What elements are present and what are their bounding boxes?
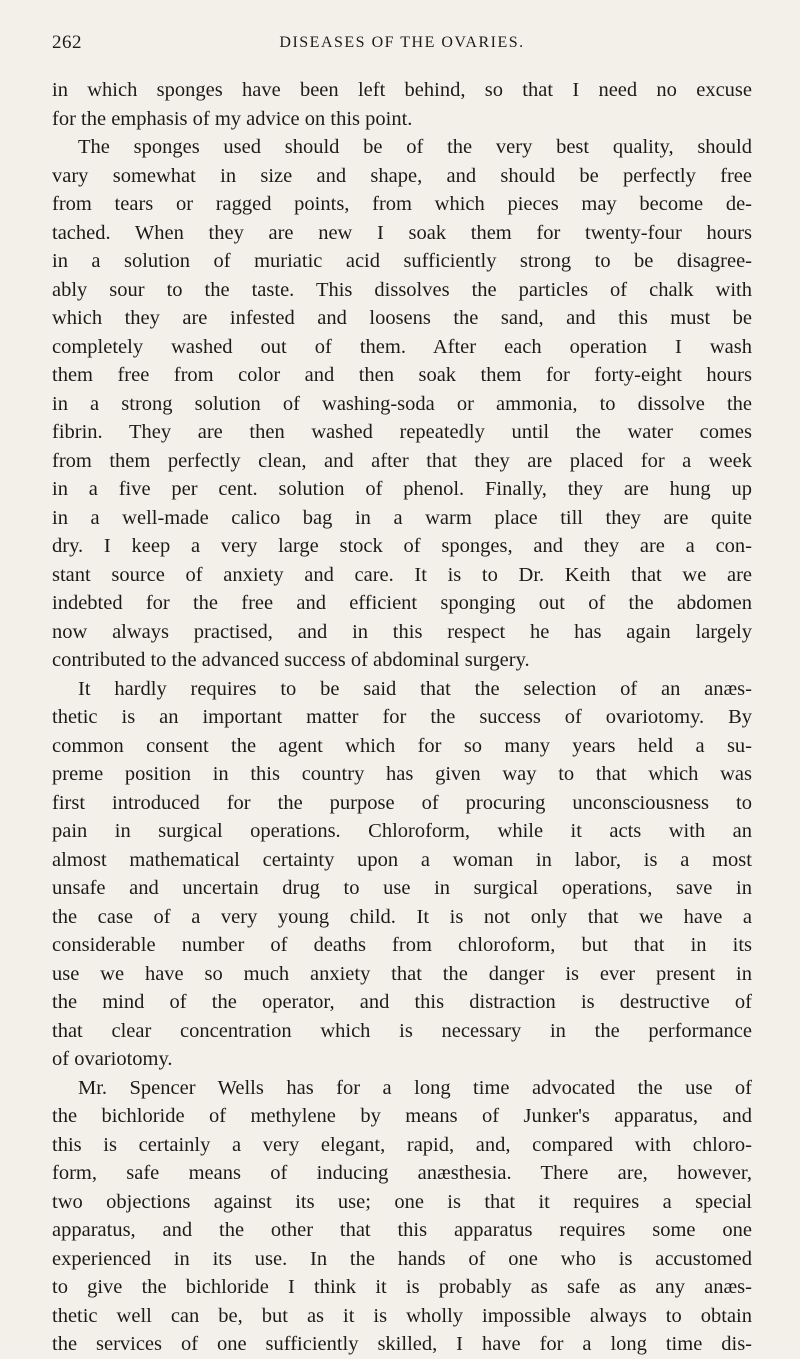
text-line: thetic well can be, but as it is wholly impossible always to obtain (52, 1304, 752, 1327)
text-line: from tears or ragged points, from which pieces may become de- (52, 193, 752, 215)
text-line: in which sponges have been left behind, so that I need no excuse (52, 79, 752, 101)
text-line: tached. When they are new I soak them for twenty-four hours (52, 221, 752, 244)
text-line: dry. I keep a very large stock of sponges, and they are a con- (52, 535, 752, 557)
text-line: The sponges used should be of the very best quality, should (78, 136, 752, 158)
text-line: the services of one sufficiently skilled, I have for a long time dis- (52, 1333, 752, 1355)
text-line: the case of a very young child. It is not only that we have a (52, 905, 752, 928)
text-line: thetic is an important matter for the success of ovariotomy. By (52, 706, 752, 728)
book-page (52, 24, 752, 1359)
text-line: fibrin. They are then washed repeatedly until the water comes (52, 421, 752, 443)
text-line: in a solution of muriatic acid sufficiently strong to be disagree- (52, 250, 752, 272)
text-line: completely washed out of them. After each operation I wash (52, 335, 752, 358)
text-line: which they are infested and loosens the sand, and this must be (52, 307, 752, 329)
text-line: pain in surgical operations. Chloroform, while it acts with an (52, 820, 752, 842)
text-line: in a strong solution of washing-soda or ammonia, to dissolve the (52, 392, 752, 415)
page-number: 262 (52, 32, 82, 53)
page-header (52, 24, 752, 54)
running-head: DISEASES OF THE OVARIES. (279, 34, 525, 51)
text-line: apparatus, and the other that this apparatus requires some one (52, 1219, 752, 1241)
text-line: Mr. Spencer Wells has for a long time advocated the use of (78, 1076, 752, 1099)
text-line: contributed to the advanced success of abdominal surgery. (52, 649, 530, 671)
text-line: indebted for the free and efficient sponging out of the abdomen (52, 592, 752, 614)
text-line: preme position in this country has given way to that which was (52, 763, 752, 785)
text-line: that clear concentration which is necessary in the performance (52, 1019, 752, 1042)
text-line: use we have so much anxiety that the danger is ever present in (52, 962, 752, 985)
body-text (52, 76, 752, 1359)
text-line: the bichloride of methylene by means of Junker's apparatus, and (52, 1105, 752, 1127)
text-line: them free from color and then soak them for forty-eight hours (52, 364, 752, 386)
text-line: form, safe means of inducing anæsthesia. There are, however, (52, 1162, 752, 1184)
text-line: unsafe and uncertain drug to use in surgical operations, save in (52, 877, 752, 899)
text-line: in a well-made calico bag in a warm place till they are quite (52, 506, 752, 529)
text-line: to give the bichloride I think it is probably as safe as any anæs- (52, 1276, 752, 1298)
text-line: of ovariotomy. (52, 1048, 173, 1070)
text-line: ably sour to the taste. This dissolves the particles of chalk with (52, 278, 752, 301)
text-line: now always practised, and in this respect he has again largely (52, 620, 752, 643)
text-line: for the emphasis of my advice on this point. (52, 107, 413, 130)
text-line: vary somewhat in size and shape, and should be perfectly free (52, 164, 752, 187)
text-line: the mind of the operator, and this distraction is destructive of (52, 991, 752, 1013)
text-line: this is certainly a very elegant, rapid, and, compared with chloro- (52, 1133, 752, 1156)
text-line: common consent the agent which for so many years held a su- (52, 734, 752, 757)
text-line: in a five per cent. solution of phenol. Finally, they are hung up (52, 478, 752, 500)
text-line: stant source of anxiety and care. It is to Dr. Keith that we are (52, 563, 752, 586)
text-line: experienced in its use. In the hands of one who is accustomed (52, 1247, 752, 1270)
text-line: almost mathematical certainty upon a woman in labor, is a most (52, 848, 752, 871)
text-line: two objections against its use; one is that it requires a special (52, 1190, 752, 1213)
text-line: considerable number of deaths from chloroform, but that in its (52, 934, 752, 956)
text-line: It hardly requires to be said that the selection of an anæs- (78, 677, 752, 700)
text-line: from them perfectly clean, and after that they are placed for a week (52, 449, 752, 472)
text-line: first introduced for the purpose of procuring unconsciousness to (52, 791, 752, 814)
